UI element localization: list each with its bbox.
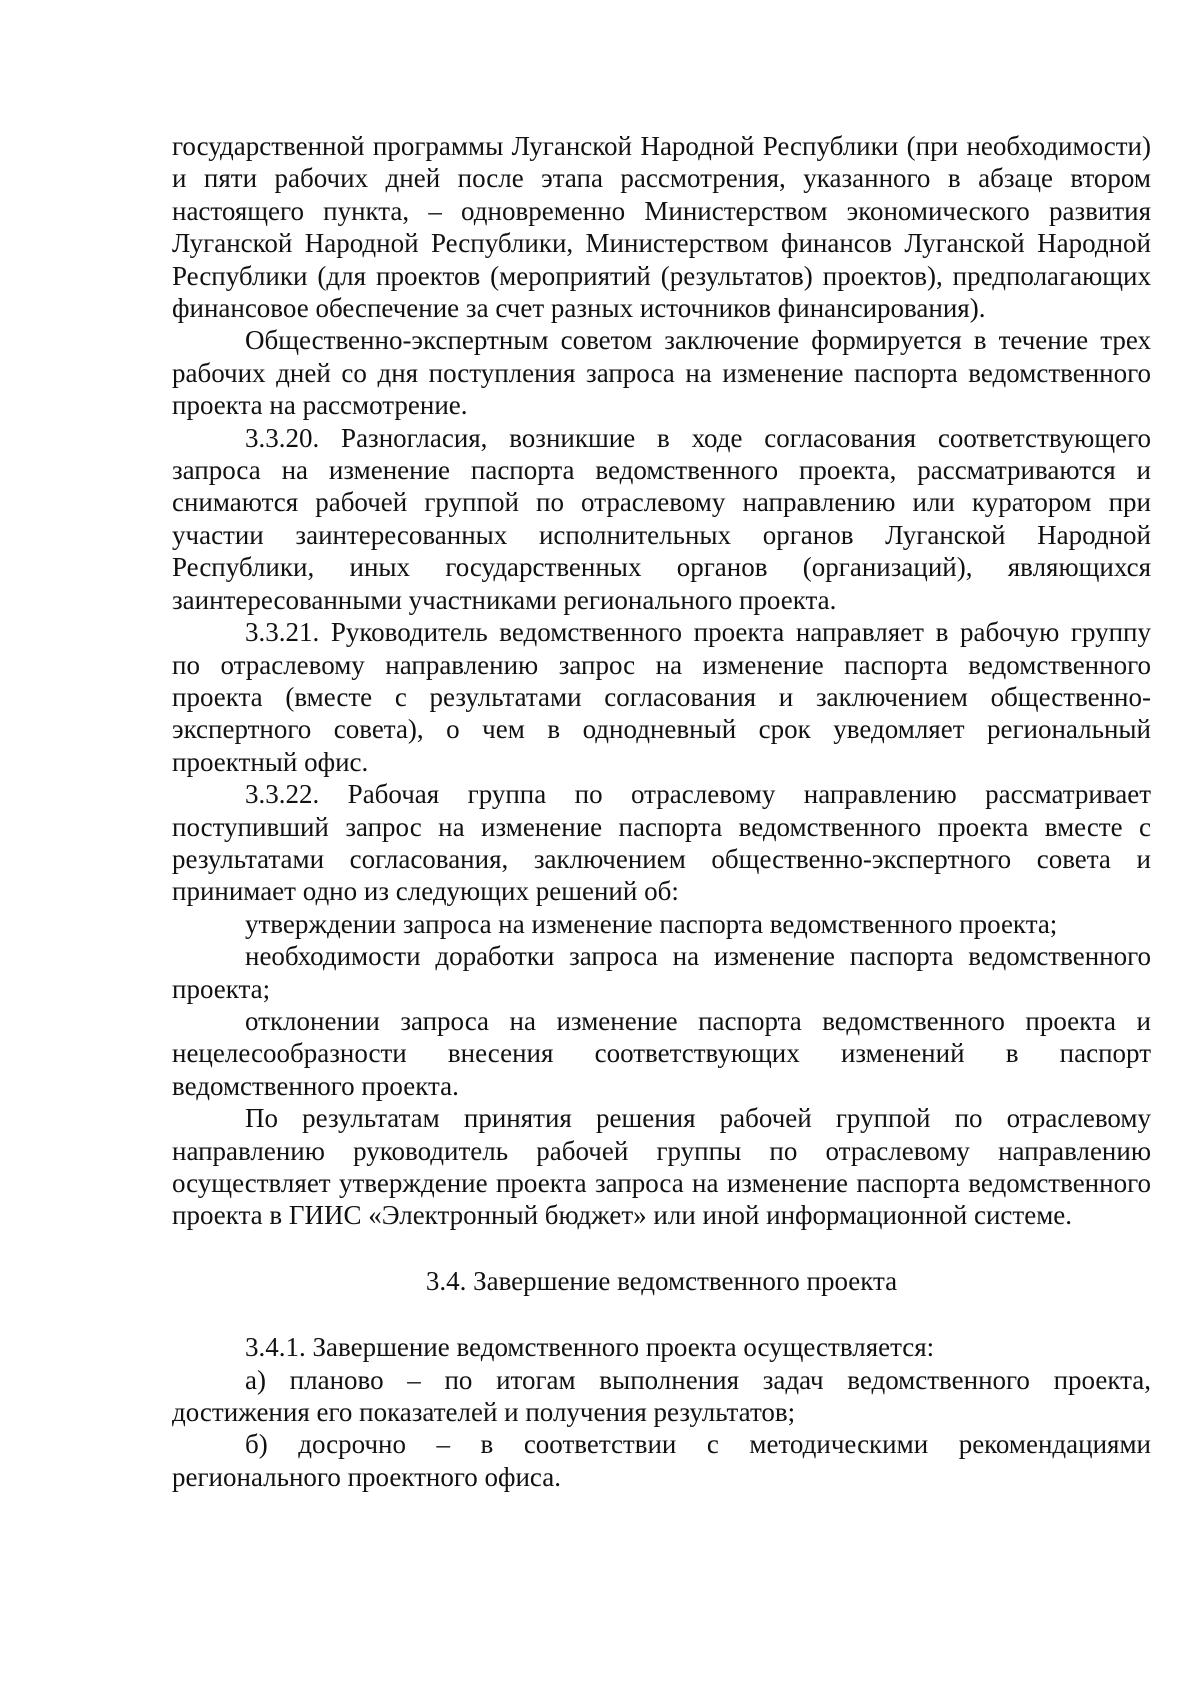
list-item-planned-completion: а) планово – по итогам выполнения задач ведомственного проекта, достижения его показателей и получения результатов; <box>172 1364 1151 1428</box>
paragraph-3-3-21: 3.3.21. Руководитель ведомственного проекта направляет в рабочую группу по отраслевому направлению запрос на изменение паспорта ведомственного проекта (вместе с результатами согласования и заключением общественно-экспертного совета), о чем в однодневный срок уведомляет региональный проектный офис. <box>172 617 1151 777</box>
paragraph-3-4-1: 3.4.1. Завершение ведомственного проекта осуществляется: <box>245 1332 935 1363</box>
section-heading: 3.4. Завершение ведомственного проекта <box>425 1265 898 1296</box>
paragraph-decision-results: По результатам принятия решения рабочей группой по отраслевому направлению руководитель рабочей группы по отраслевому направлению осуществляет утверждение проекта запроса на изменение паспорта ведомственного проекта в ГИИС «Электронный бюджет» или иной информационной системе. <box>172 1103 1151 1231</box>
paragraph-3-3-22: 3.3.22. Рабочая группа по отраслевому направлению рассматривает поступивший запрос на изменение паспорта ведомственного проекта вместе с результатами согласования, заключением общественно-экспертного совета и принимает одно из следующих решений об: <box>172 779 1151 907</box>
decision-item-revision: необходимости доработки запроса на изменение паспорта ведомственного проекта; <box>172 941 1151 1004</box>
decision-item-approval: утверждении запроса на изменение паспорта ведомственного проекта; <box>245 908 1058 939</box>
document-page <box>172 130 1151 1493</box>
heading-spacing-top <box>172 1232 1151 1265</box>
paragraph-expert-council: Общественно-экспертным советом заключение формируется в течение трех рабочих дней со дня поступления запроса на изменение паспорта ведомственного проекта на рассмотрение. <box>172 325 1151 421</box>
list-item-early-completion: б) досрочно – в соответствии с методическими рекомендациями регионального проектного офиса. <box>172 1429 1151 1492</box>
paragraph-3-3-20: 3.3.20. Разногласия, возникшие в ходе согласования соответствующего запроса на изменение паспорта ведомственного проекта, рассматриваются и снимаются рабочей группой по отраслевому направлению или куратором при участии заинтересованных исполнительных органов Луганской Народной Республики, иных государственных органов (организаций), являющихся заинтересованными участниками регионального проекта. <box>172 422 1151 615</box>
paragraph-continuation-approval: государственной программы Луганской Народной Республики (при необходимости) и пяти рабочих дней после этапа рассмотрения, указанного в абзаце втором настоящего пункта, – одновременно Министерством экономического развития Луганской Народной Республики, Министерством финансов Луганской Народной Республики (для проектов (мероприятий (результатов) проектов), предполагающих финансовое обеспечение за счет разных источников финансирования). <box>172 131 1151 324</box>
heading-spacing-bottom <box>172 1297 1151 1331</box>
decision-item-rejection: отклонении запроса на изменение паспорта ведомственного проекта и нецелесообразности внесения соответствующих изменений в паспорт ведомственного проекта. <box>172 1005 1151 1101</box>
